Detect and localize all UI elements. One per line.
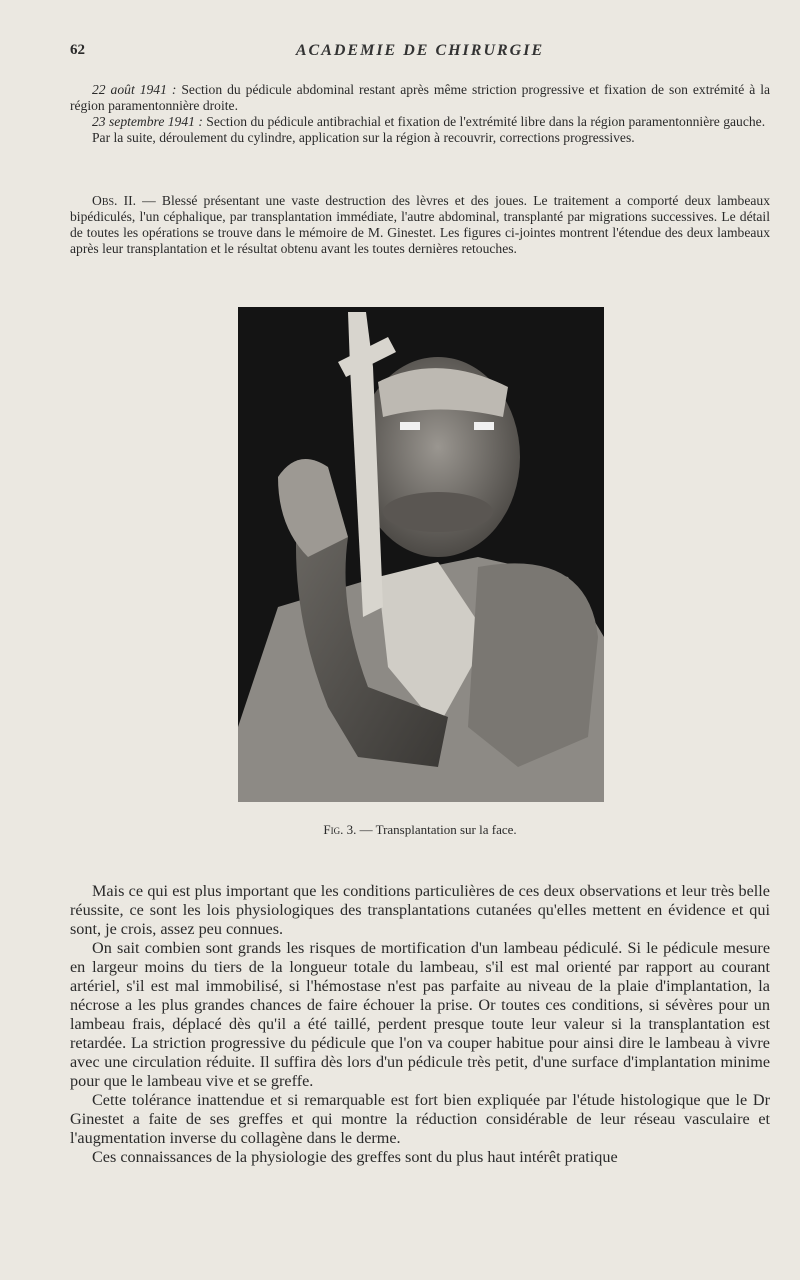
observation-label: Obs. II. [92, 193, 137, 208]
body-paragraph: Mais ce qui est plus important que les conditions particulières de ces deux observations et leur très belle réussite, ce sont les lois physiologiques des transplantations cutanées qu'elles mettent en évidence et qui sont, je crois, assez peu connues. [70, 882, 770, 938]
patient-photo-illustration [238, 307, 604, 802]
page-header [70, 42, 770, 66]
intro-paragraph: Par la suite, déroulement du cylindre, application sur la région à recouvrir, corrections progressives. [92, 130, 635, 145]
intro-paragraph: 23 septembre 1941 : Section du pédicule antibrachial et fixation de l'extrémité libre dans la région paramentonnière gauche. [92, 114, 766, 129]
running-title: ACADEMIE DE CHIRURGIE [295, 42, 545, 59]
figure-photograph [238, 307, 604, 802]
page-number: 62 [70, 42, 85, 58]
observation-paragraph: Obs. II. — Blessé présentant une vaste destruction des lèvres et des joues. Le traitement a comporté deux lambeaux bipédiculés, l'un céphalique, par transplantation immédiate, l'autre abdominal, transplanté par migrations successives. Le détail de toutes les opérations se trouve dans le mémoire de M. Ginestet. Les figures ci-jointes montrent l'étendue des deux lambeaux après leur transplantation et le résultat obtenu avant les toutes dernières retouches. [70, 193, 770, 256]
intro-section [70, 82, 770, 146]
body-paragraph: Ces connaissances de la physiologie des greffes sont du plus haut intérêt pratique [92, 1148, 618, 1166]
main-text [70, 882, 770, 1167]
figure-caption: Fig. 3. — Transplantation sur la face. [323, 822, 517, 837]
intro-paragraph: 22 août 1941 : Section du pédicule abdominal restant après même striction progressive et fixation de son extrémité à la région paramentonnière droite. [70, 82, 771, 113]
observation-section [70, 193, 770, 257]
body-paragraph: On sait combien sont grands les risques de mortification d'un lambeau pédiculé. Si le pédicule mesure en largeur moins du tiers de la longueur totale du lambeau, s'il est mal orienté par rapport au courant artériel, s'il est mal immobilisé, si l'hémostase n'est pas parfaite au niveau de la plaie d'implantation, la nécrose a les plus grandes chances de faire échouer la prise. Or toutes ces conditions, si sévères pour un lambeau frais, déplacé dès qu'il a été taillé, perdent presque toute leur valeur si la transplantation est retardée. La striction progressive du pédicule que l'on va couper habitue pour ainsi dire le lambeau à vivre avec une circulation réduite. Il suffira dès lors d'un pédicule très petit, d'une surface d'implantation minime pour que le lambeau vive et se greffe. [70, 939, 770, 1090]
figure-label: Fig. 3. [323, 822, 357, 837]
body-paragraph: Cette tolérance inattendue et si remarquable est fort bien expliquée par l'étude histologique que le Dr Ginestet a faite de ses greffes et qui montre la réduction considérable de leur réseau vasculaire et l'augmentation inverse du collagène dans le derme. [70, 1091, 770, 1147]
